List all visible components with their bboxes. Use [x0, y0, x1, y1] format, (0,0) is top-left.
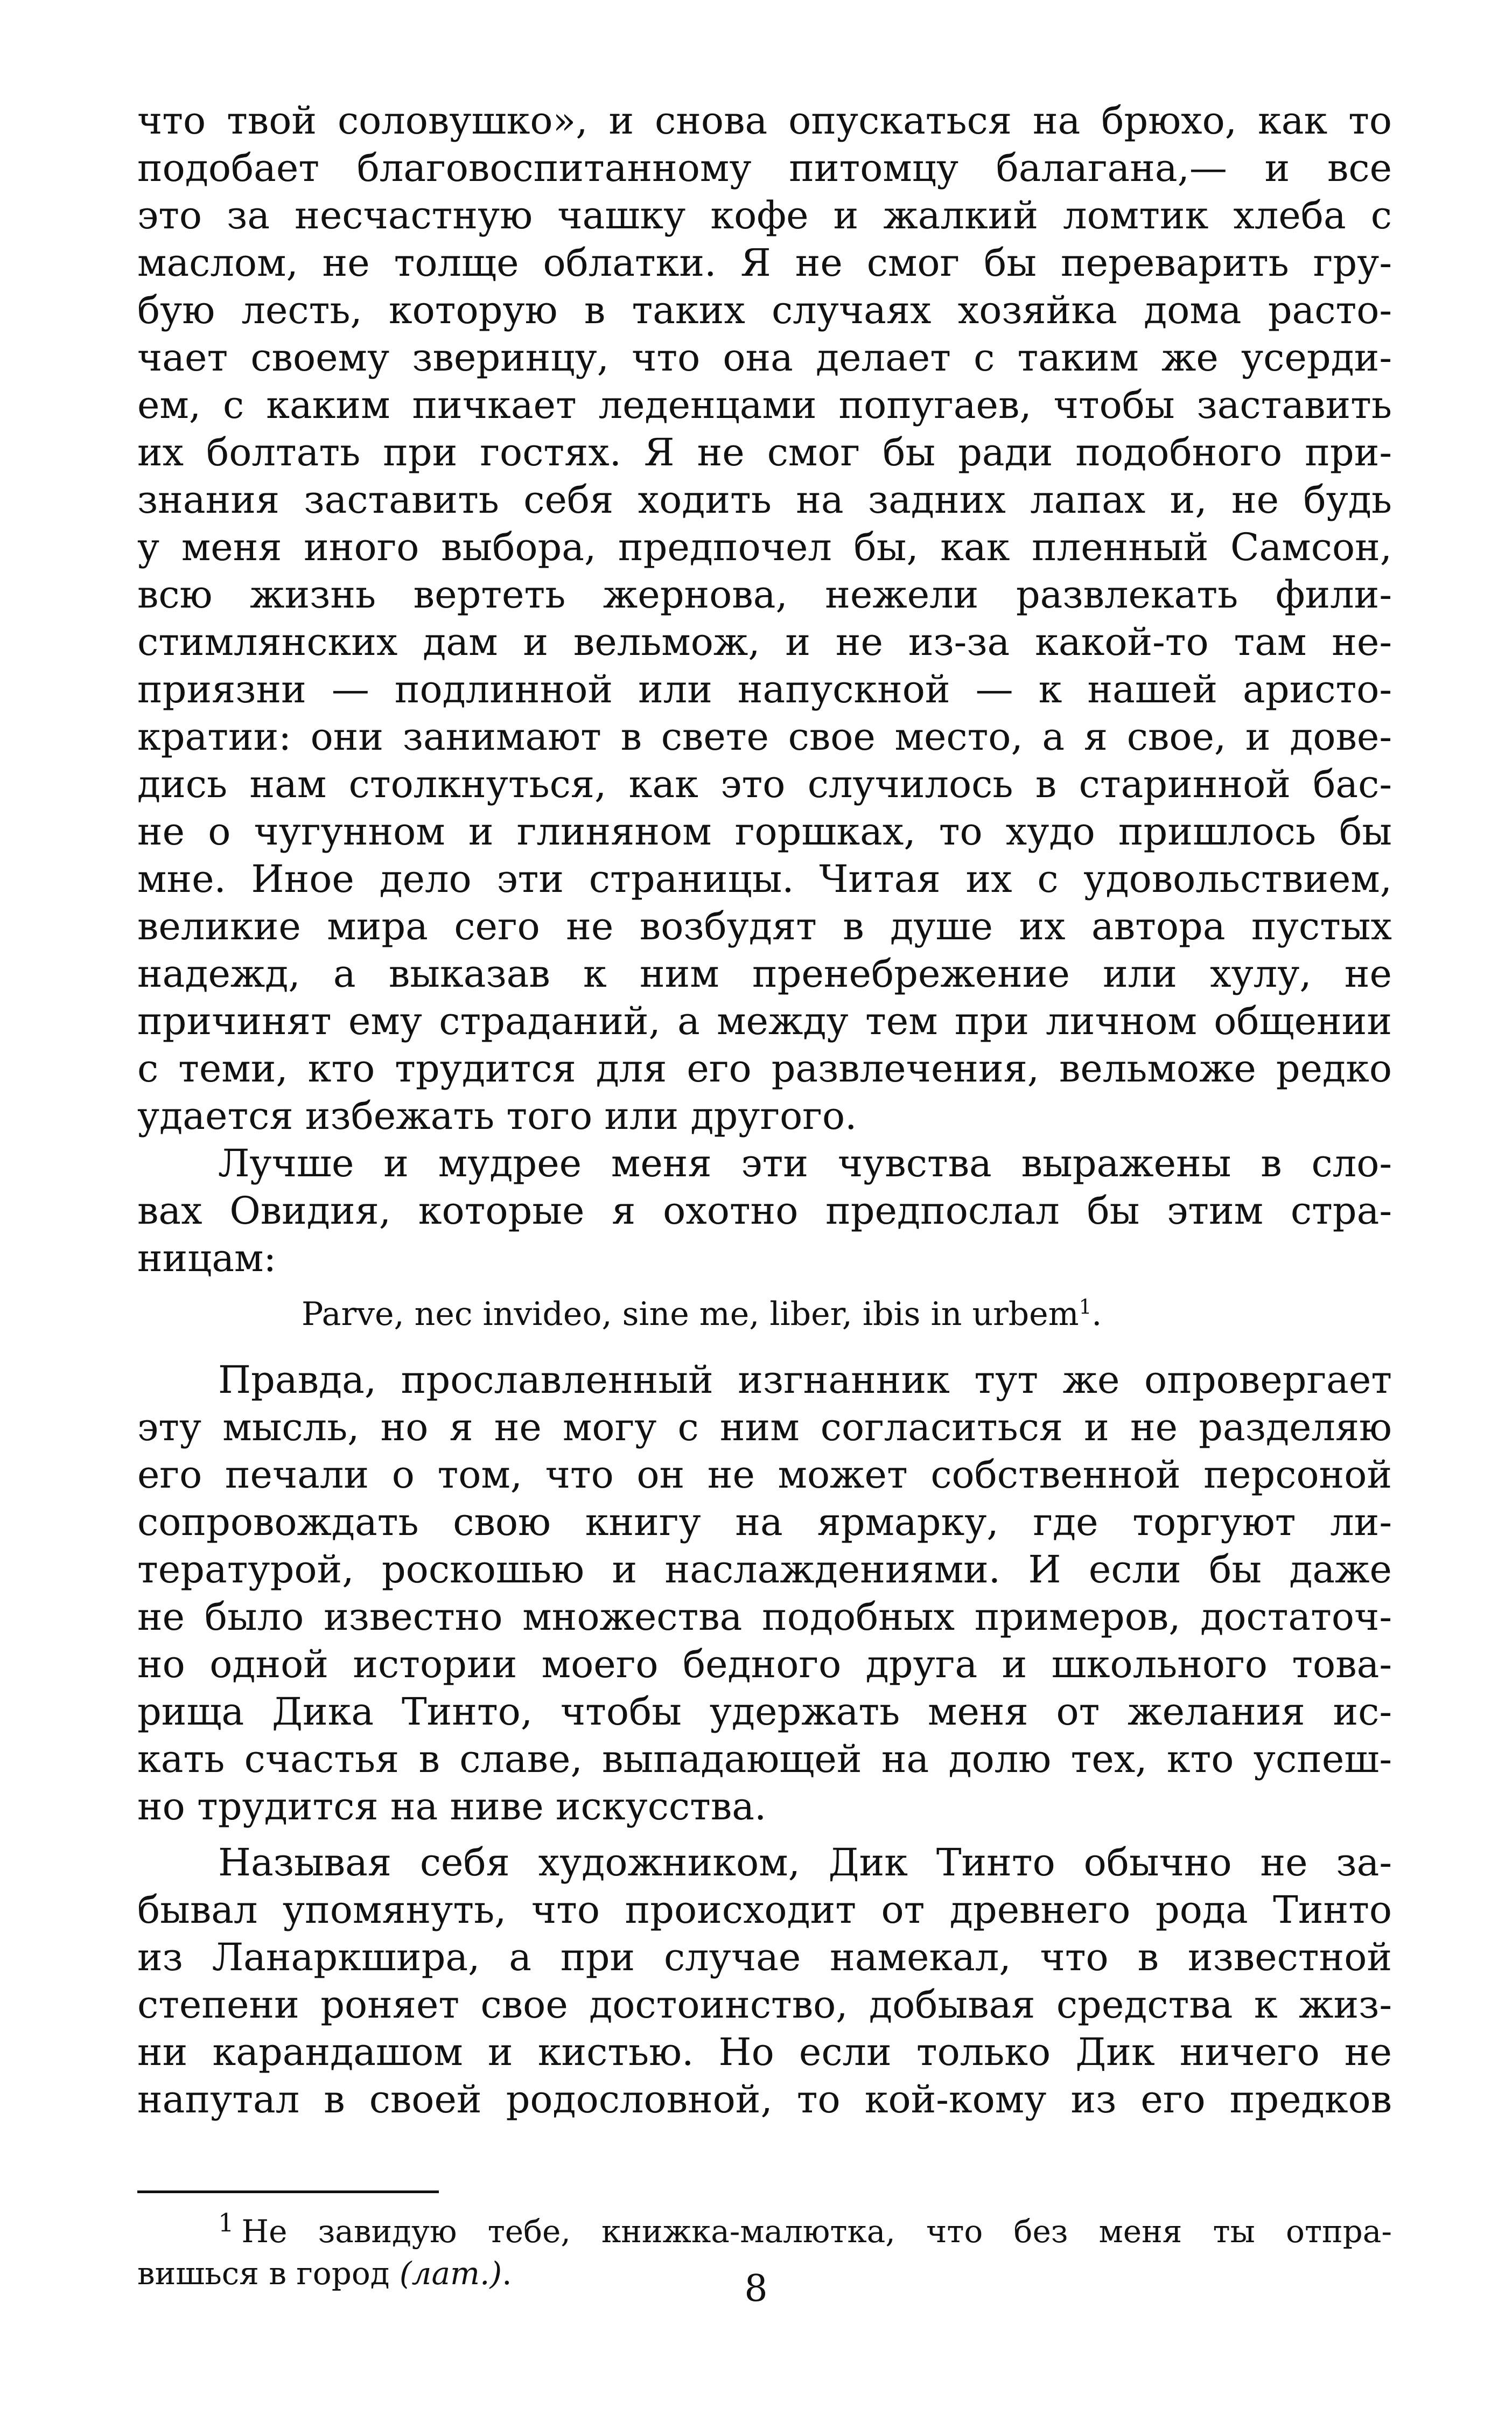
text-line: у меня иного выбора, предпочел бы, как пленный Самсон, — [137, 525, 1392, 569]
text-line: их болтать при гостях. Я не смог бы ради подобного при- — [137, 430, 1392, 475]
text-line: дись нам столкнуться, как это случилось в старинной бас- — [137, 762, 1392, 806]
text-line: ни карандашом и кистью. Но если только Дик ничего не — [137, 2030, 1392, 2074]
quotation-period: . — [1091, 1295, 1102, 1333]
paragraph-4 — [137, 1839, 1392, 2123]
quotation-text: Parve, nec invideo, sine me, liber, ibis in urbem — [302, 1295, 1079, 1333]
text-line: это за несчастную чашку кофе и жалкий ломтик хлеба с — [137, 193, 1392, 238]
text-line: чает своему зверинцу, что она делает с таким же усерди- — [137, 336, 1392, 380]
text-line: всю жизнь вертеть жернова, нежели развлекать фили- — [137, 573, 1392, 617]
text-line: из Ланаркшира, а при случае намекал, что в известной — [137, 1935, 1392, 1979]
text-line-last: удается избежать того или другого. — [137, 1094, 857, 1138]
text-line: бывал упомянуть, что происходит от древнего рода Тинто — [137, 1888, 1392, 1932]
footnote-language-note: (лат.) — [399, 2255, 502, 2292]
text-line: подобает благовоспитанному питомцу балагана,— и все — [137, 146, 1392, 190]
text-line: что твой соловушко», и снова опускаться на брюхо, как то — [137, 99, 1392, 143]
text-line: знания заставить себя ходить на задних лапах и, не будь — [137, 478, 1392, 522]
text-line: приязни — подлинной или напускной — к нашей аристо- — [137, 667, 1392, 711]
text-line: мне. Иное дело эти страницы. Читая их с удовольствием, — [137, 857, 1392, 901]
text-line-first: Правда, прославленный изгнанник тут же опровергает — [218, 1358, 1392, 1402]
text-line: степени роняет свое достоинство, добывая средства к жиз- — [137, 1983, 1392, 2027]
paragraph-3 — [137, 1356, 1392, 1830]
latin-quotation — [137, 1282, 1392, 1346]
text-line: маслом, не толще облатки. Я не смог бы переварить гру- — [137, 241, 1392, 285]
text-line: но одной истории моего бедного друга и школьного това- — [137, 1642, 1392, 1686]
text-line: с теми, кто трудится для его развлечения, вельможе редко — [137, 1046, 1392, 1091]
page-number: 8 — [744, 2267, 768, 2310]
text-line: кать счастья в славе, выпадающей на долю тех, кто успеш- — [137, 1737, 1392, 1781]
footnote-text: вишься в город — [137, 2255, 400, 2292]
text-line-first: Лучше и мудрее меня эти чувства выражены в сло- — [218, 1141, 1392, 1185]
text-line: сопровождать свою книгу на ярмарку, где торгуют ли- — [137, 1500, 1392, 1544]
text-line: бую лесть, которую в таких случаях хозяйка дома расто- — [137, 288, 1392, 332]
text-line: вах Овидия, которые я охотно предпослал бы этим стра- — [137, 1189, 1392, 1233]
text-line-first: Называя себя художником, Дик Тинто обычно не за- — [218, 1840, 1392, 1885]
text-line: ем, с каким пичкает леденцами попугаев, чтобы заставить — [137, 383, 1392, 427]
paragraph-gap — [137, 1830, 1392, 1839]
paragraph-1 — [137, 97, 1392, 1140]
footnote-divider — [137, 2190, 439, 2193]
footnote-reference: 1 — [1079, 1295, 1092, 1318]
footnote-marker: 1 — [218, 2208, 234, 2237]
text-line: рища Дика Тинто, чтобы удержать меня от желания ис- — [137, 1690, 1392, 1734]
text-line: великие мира сего не возбудят в душе их автора пустых — [137, 904, 1392, 948]
text-line: его печали о том, что он не может собственной персоной — [137, 1453, 1392, 1497]
footnote-line — [137, 2210, 1392, 2252]
text-line-last: но трудится на ниве искусства. — [137, 1784, 767, 1829]
text-line-last: ницам: — [137, 1236, 277, 1280]
text-line: напутал в своей родословной, то кой-кому из его предков — [137, 2077, 1392, 2122]
text-line: причинят ему страданий, а между тем при личном общении — [137, 999, 1392, 1043]
text-line: эту мысль, но я не могу с ним согласиться и не разделяю — [137, 1405, 1392, 1449]
footnote-text: Не завидую тебе, книжка-малютка, что без меня ты отпра- — [241, 2213, 1392, 2250]
text-line: не о чугунном и глиняном горшках, то худо пришлось бы — [137, 810, 1392, 854]
paragraph-2 — [137, 1140, 1392, 1282]
text-line: тературой, роскошью и наслаждениями. И если бы даже — [137, 1547, 1392, 1592]
footnote-period: . — [502, 2255, 512, 2292]
text-line: кратии: они занимают в свете свое место, а я свое, и дове- — [137, 715, 1392, 759]
text-line: не было известно множества подобных примеров, достаточ- — [137, 1595, 1392, 1639]
text-line: стимлянских дам и вельмож, и не из-за какой-то там не- — [137, 620, 1392, 664]
book-page — [137, 97, 1392, 2294]
text-line: надежд, а выказав к ним пренебрежение или хулу, не — [137, 952, 1392, 996]
